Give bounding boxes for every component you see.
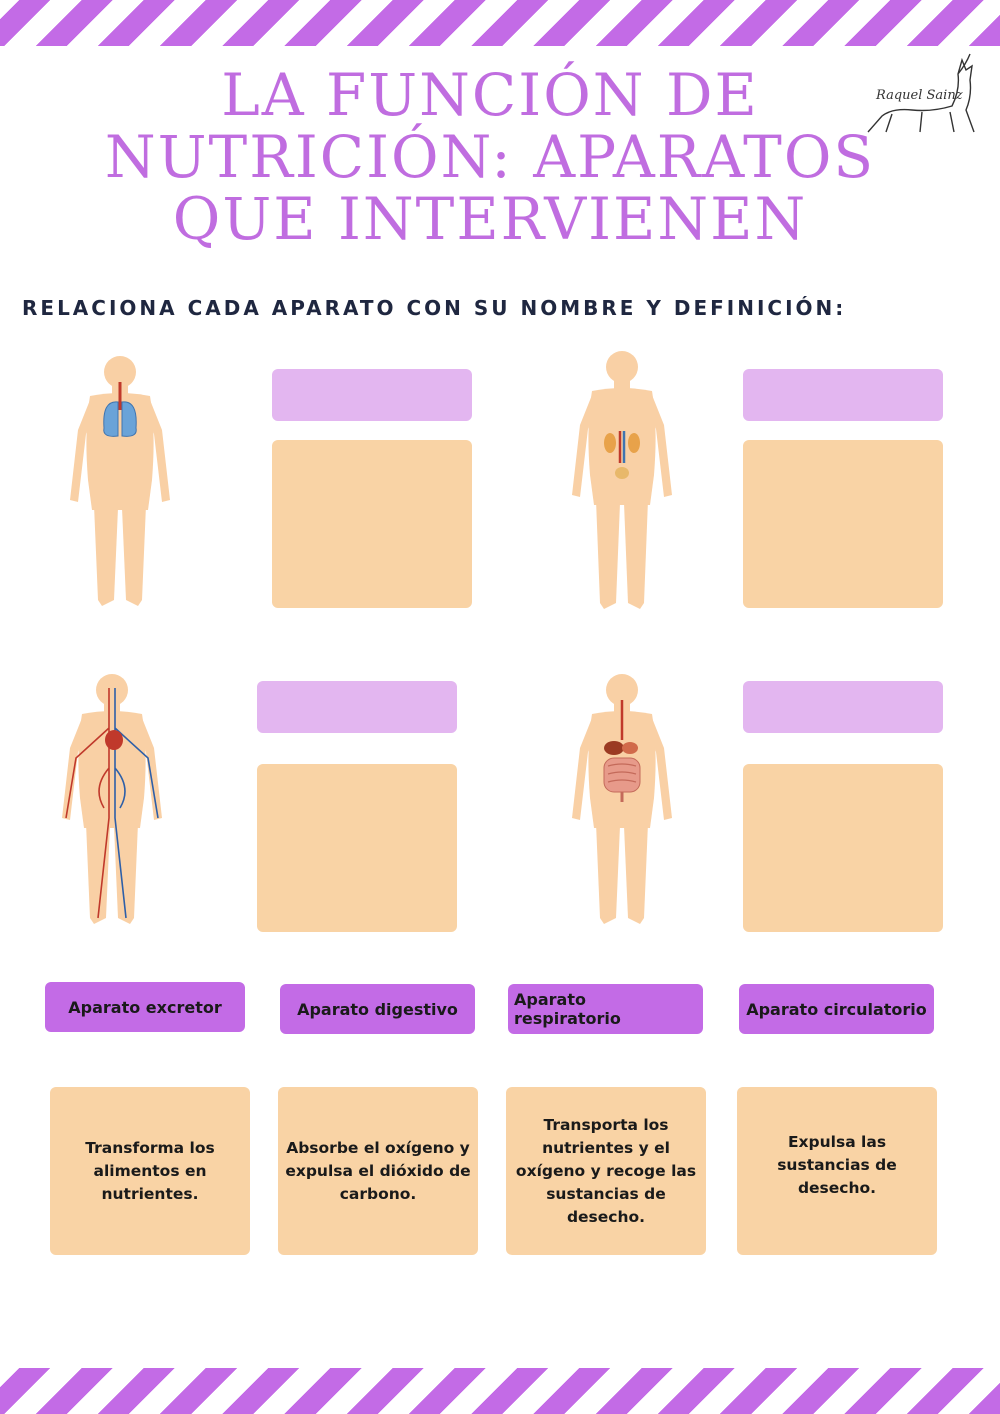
top-stripe-border [0, 0, 1000, 46]
definition-card-1[interactable] [50, 1087, 250, 1255]
bottom-stripe-border [0, 1368, 1000, 1414]
label-aparato-excretor[interactable]: Aparato excretor [45, 982, 245, 1032]
name-slot-3[interactable] [257, 681, 457, 733]
definition-text-1: Transforma los alimentos en nutrientes. [85, 1138, 215, 1203]
definition-text-3: Transporta los nutrientes y el oxígeno y recoge las sustancias de desecho. [515, 1115, 697, 1226]
urinary-system-figure [562, 345, 682, 617]
title-line-2: NUTRICIÓN: APARATOS [104, 123, 876, 191]
digestive-system-figure [562, 668, 682, 933]
label-aparato-circulatorio[interactable]: Aparato circulatorio [739, 984, 934, 1034]
definition-slot-1[interactable] [272, 440, 472, 608]
name-slot-2[interactable] [743, 369, 943, 421]
instruction-text: RELACIONA CADA APARATO CON SU NOMBRE Y DEFINICIÓN: [22, 296, 847, 320]
author-logo [862, 50, 982, 140]
definition-text-2: Absorbe el oxígeno y expulsa el dióxido de carbono. [285, 1138, 471, 1203]
respiratory-system-figure [60, 350, 180, 615]
definition-card-3[interactable] [506, 1087, 706, 1255]
page-title [60, 61, 920, 253]
name-slot-1[interactable] [272, 369, 472, 421]
definition-slot-3[interactable] [257, 764, 457, 932]
label-aparato-respiratorio[interactable]: Aparato respiratorio [508, 984, 703, 1034]
definition-text-4: Expulsa las sustancias de desecho. [777, 1133, 897, 1197]
title-line-3: QUE INTERVIENEN [172, 185, 808, 253]
definition-card-2[interactable] [278, 1087, 478, 1255]
name-slot-4[interactable] [743, 681, 943, 733]
circulatory-system-figure [52, 668, 172, 933]
definition-card-4[interactable] [737, 1087, 937, 1255]
label-aparato-digestivo[interactable]: Aparato digestivo [280, 984, 475, 1034]
definition-slot-2[interactable] [743, 440, 943, 608]
title-line-1: LA FUNCIÓN DE [221, 61, 759, 129]
definition-slot-4[interactable] [743, 764, 943, 932]
logo-signature: Raquel Sainz [876, 88, 963, 103]
